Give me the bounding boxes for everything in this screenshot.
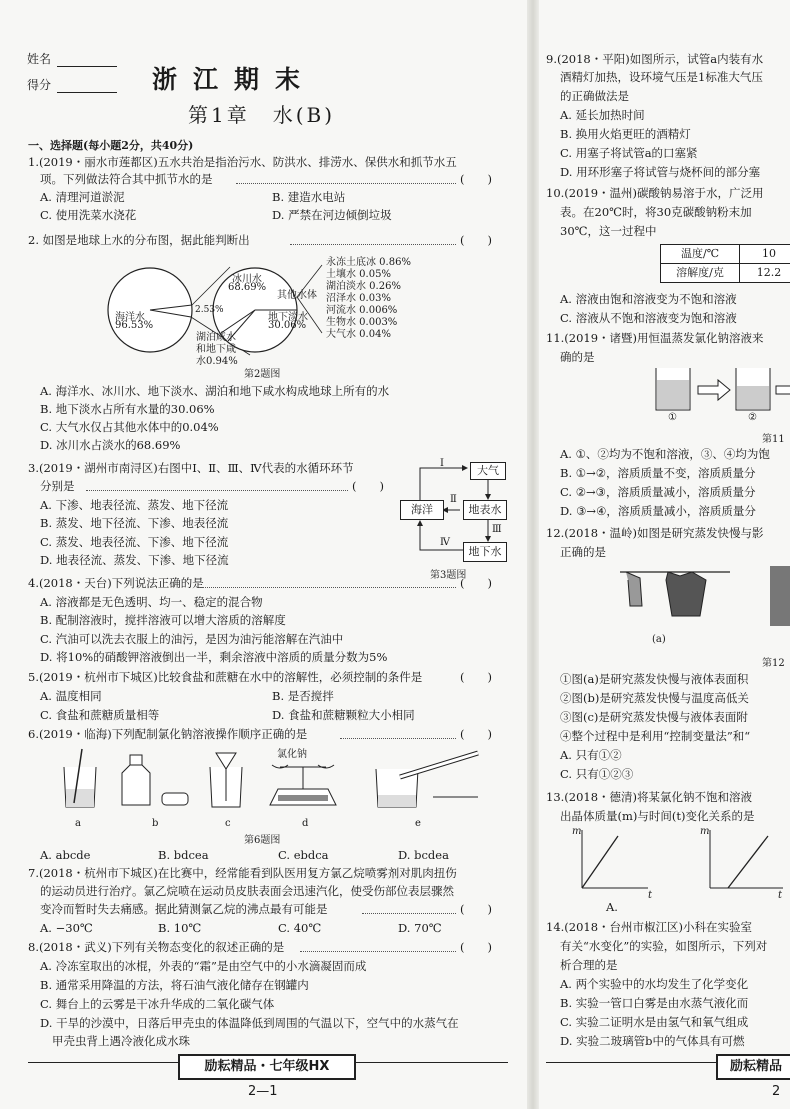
list-item: 湖泊淡水 0.26% — [326, 281, 401, 292]
q13-option-a[interactable]: A. — [606, 900, 618, 914]
q5-option-c[interactable]: C. 食盐和蔗糖质量相等 — [40, 708, 160, 722]
answer-paren[interactable]: ( ) — [460, 940, 492, 954]
table-cell: 12.2 — [739, 263, 790, 283]
q2-option-b[interactable]: B. 地下淡水占所有水量的30.06% — [40, 402, 215, 416]
q12-statement-4: ④整个过程中是利用“控制变量法”和“ — [560, 729, 751, 743]
figure-caption: 第2题图 — [244, 369, 281, 380]
q14-stem-3: 析合理的是 — [560, 958, 618, 972]
ocean-value: 96.53% — [115, 320, 154, 331]
q11-option-a[interactable]: A. ①、②均为不饱和溶液，③、④均为饱 — [560, 447, 770, 461]
cylinder-body — [400, 753, 478, 777]
q2-stem: 2. 如图是地球上水的分布图，据此能判断出 — [28, 233, 250, 247]
list-item: 永冻土底冰 0.86% — [326, 257, 411, 268]
process-arrow — [776, 380, 790, 400]
q4-option-d[interactable]: D. 将10%的硝酸钾溶液倒出一半，剩余溶液中溶质的质量分数为5% — [40, 650, 388, 664]
q13-stem-2: 出晶体质量(m)与时间(t)变化关系的是 — [560, 809, 755, 823]
stage-4-label: Ⅳ — [440, 537, 450, 548]
q14-option-b[interactable]: B. 实验一管口白雾是由水蒸气液化而 — [560, 996, 749, 1010]
q12-statement-1: ①图(a)是研究蒸发快慢与液体表面积 — [560, 672, 749, 686]
saline-label: 湖泊咸水 — [196, 332, 236, 343]
axis-label-t: t — [648, 890, 653, 901]
list-item: 沼泽水 0.03% — [326, 293, 391, 304]
q10-stem-2: 表。在20℃时，将30克碳酸钠粉末加 — [560, 205, 752, 219]
dot-leader — [200, 587, 456, 588]
nacl-label: 氯化钠 — [277, 749, 307, 760]
q14-stem-2: 有关“水变化”的实验，如图所示，下列对 — [560, 939, 768, 953]
folded-cloth — [626, 572, 642, 606]
solution-2 — [737, 386, 769, 409]
figure-label-b: b — [152, 818, 159, 829]
beaker-label-2: ② — [748, 412, 757, 423]
answer-paren[interactable]: ( ) — [460, 670, 492, 684]
table-cell: 10 — [739, 244, 790, 264]
groundwater-value: 30.06% — [268, 320, 307, 331]
stage-3-label: Ⅲ — [492, 524, 502, 535]
q1-option-c[interactable]: C. 使用洗菜水浇花 — [40, 208, 137, 222]
q7-stem: 7.(2018・杭州市下城区)在比赛中，经常能看到队医用复方氯乙烷喷雾剂对肌肉扭伤 — [28, 866, 457, 880]
q9-option-a[interactable]: A. 延长加热时间 — [560, 108, 645, 122]
figure-label-e: e — [415, 818, 421, 829]
arrow-head — [462, 465, 468, 471]
q6-option-c[interactable]: C. ebdca — [278, 848, 329, 862]
surface-water-box: 地表水 — [463, 500, 507, 520]
q9-option-c[interactable]: C. 用塞子将试管a的口塞紧 — [560, 146, 698, 160]
q12-statement-3: ③图(c)是研究蒸发快慢与液体表面附 — [560, 710, 748, 724]
q4-stem: 4.(2018・天台)下列说法正确的是 — [28, 576, 204, 590]
page-number: 2—1 — [248, 1084, 278, 1099]
score-blank[interactable] — [57, 92, 117, 93]
solution — [66, 789, 94, 807]
name-blank[interactable] — [57, 66, 117, 67]
q7-stem-3: 变冷而暂时失去痛感。据此猜测氯乙烷的沸点最有可能是 — [40, 902, 328, 916]
saline-value: 水0.94% — [196, 356, 238, 367]
q11-option-b[interactable]: B. ①→②，溶质质量不变，溶质质量分 — [560, 466, 756, 480]
arrow-head — [417, 520, 423, 526]
q9-stem-2: 酒精灯加热，设环境气压是1标准大气压 — [560, 70, 763, 84]
footer-badge: 励耘精品・七年级HX — [178, 1054, 356, 1080]
dot-leader — [290, 244, 456, 245]
q12-option-a[interactable]: A. 只有①② — [560, 748, 622, 762]
q1-option-a[interactable]: A. 清理河道淤泥 — [40, 190, 125, 204]
q3-stem: 3.(2019・湖州市南浔区)右图中Ⅰ、Ⅱ、Ⅲ、Ⅳ代表的水循环环节 — [28, 461, 354, 475]
figure-caption: 第3题图 — [430, 570, 467, 581]
process-arrow — [698, 380, 730, 400]
right-page — [540, 0, 790, 1109]
q14-stem: 14.(2018・台州市椒江区)小科在实验室 — [546, 920, 753, 934]
glacier-value: 68.69% — [228, 282, 267, 293]
q4-option-c[interactable]: C. 汽油可以洗去衣服上的油污，是因为油污能溶解在汽油中 — [40, 632, 344, 646]
axis-label-m: m — [700, 826, 710, 837]
score-label: 得分 — [27, 78, 52, 92]
list-item: 河流水 0.006% — [326, 305, 398, 316]
beaker-label-1: ① — [668, 412, 677, 423]
q1-option-d[interactable]: D. 严禁在河边倾倒垃圾 — [272, 208, 392, 222]
q7-option-c[interactable]: C. 40℃ — [278, 921, 322, 935]
q8-option-a[interactable]: A. 冷冻室取出的冰棍，外表的“霜”是由空气中的小水滴凝固而成 — [40, 959, 367, 973]
dot-leader — [300, 951, 456, 952]
q8-stem: 8.(2018・武义)下列有关物态变化的叙述正确的是 — [28, 940, 285, 954]
q9-stem: 9.(2018・平阳)如图所示，试管a内装有水 — [546, 52, 764, 66]
q1-stem-2: 项。下列做法符合其中抓节水的是 — [40, 172, 213, 186]
figure-label-c: c — [225, 818, 231, 829]
q12-statement-2: ②图(b)是研究蒸发快慢与温度高低关 — [560, 691, 749, 705]
q12-stem: 12.(2018・温岭)如图是研究蒸发快慢与影 — [546, 526, 764, 540]
q11-option-c[interactable]: C. ②→③，溶质质量减小，溶质质量分 — [560, 485, 756, 499]
other-water-label: 其他水体 — [277, 290, 317, 301]
saline-label-2: 和地下咸 — [196, 344, 236, 355]
q3-stem-2: 分别是 — [40, 479, 75, 493]
glacier-label: 冰川水 — [232, 274, 262, 285]
ocean-label: 海洋水 — [115, 312, 145, 323]
q3-option-d[interactable]: D. 地表径流、蒸发、下渗、地下径流 — [40, 553, 229, 567]
q10-option-a[interactable]: A. 溶液由饱和溶液变为不饱和溶液 — [560, 292, 737, 306]
funnel-paper — [216, 753, 236, 769]
axis-label-t: t — [778, 890, 783, 901]
q8-option-c[interactable]: C. 舞台上的云雾是干冰升华成的二氧化碳气体 — [40, 997, 275, 1011]
q1-stem: 1.(2019・丽水市莲都区)五水共治是指治污水、防洪水、排涝水、保供水和抓节水五 — [28, 155, 457, 169]
q11-stem-2: 确的是 — [560, 350, 595, 364]
q10-stem: 10.(2019・温州)碳酸钠易溶于水，广泛用 — [546, 186, 764, 200]
figure-caption: 第11 — [762, 434, 785, 445]
q12-stem-2: 正确的是 — [560, 545, 606, 559]
q8-option-d[interactable]: D. 干旱的沙漠中，日落后甲壳虫的体温降低到周围的气温以下，空气中的水蒸气在 — [40, 1016, 459, 1030]
q9-option-d[interactable]: D. 用环形塞子将试管与烧杯间的部分塞 — [560, 165, 761, 179]
q8-option-b[interactable]: B. 通常采用降温的方法，将石油气液化储存在钢罐内 — [40, 978, 309, 992]
answer-paren[interactable]: ( ) — [460, 576, 492, 590]
q11-option-d[interactable]: D. ③→④，溶质质量减小，溶质质量分 — [560, 504, 756, 518]
q9-stem-3: 的正确做法是 — [560, 89, 629, 103]
answer-paren[interactable]: ( ) — [460, 172, 492, 186]
hanging-jacket — [666, 572, 706, 616]
q7-option-b[interactable]: B. 10℃ — [158, 921, 202, 935]
figure-label-a: a — [75, 818, 81, 829]
q13-stem: 13.(2018・德清)将某氯化钠不饱和溶液 — [546, 790, 753, 804]
other-value: 2.53% — [195, 305, 224, 315]
q14-option-a[interactable]: A. 两个实验中的水均发生了化学变化 — [560, 977, 749, 991]
q5-option-d[interactable]: D. 食盐和蔗糖颗粒大小相同 — [272, 708, 415, 722]
answer-paren[interactable]: ( ) — [460, 727, 492, 741]
bottle-stopper — [162, 793, 188, 805]
dot-leader — [340, 738, 456, 739]
reagent-bottle-b — [122, 765, 150, 805]
q6-option-d[interactable]: D. bcdea — [398, 848, 449, 862]
bottle-neck — [130, 755, 142, 765]
q5-option-a[interactable]: A. 温度相同 — [40, 689, 102, 703]
section-heading: 一、选择题(每小题2分，共40分) — [28, 139, 194, 152]
list-item: 生物水 0.003% — [326, 317, 398, 328]
table-cell: 溶解度/克 — [660, 263, 740, 283]
q3-option-a[interactable]: A. 下渗、地表径流、蒸发、地下径流 — [40, 498, 229, 512]
answer-paren[interactable]: ( ) — [460, 233, 492, 247]
q5-stem: 5.(2019・杭州市下城区)比较食盐和蔗糖在水中的溶解性，必须控制的条件是 — [28, 670, 423, 684]
crystal-mass-graphs — [578, 828, 788, 894]
q10-option-c[interactable]: C. 溶液从不饱和溶液变为饱和溶液 — [560, 311, 737, 325]
figure-label-a: (a) — [652, 634, 666, 645]
axis-label-m: m — [572, 826, 582, 837]
q1-option-b[interactable]: B. 建造水电站 — [272, 190, 346, 204]
dot-leader — [236, 183, 456, 184]
groundwater-label: 地下淡水 — [268, 312, 308, 323]
q9-option-b[interactable]: B. 换用火焰更旺的酒精灯 — [560, 127, 691, 141]
footer-badge: 励耘精品 — [716, 1054, 790, 1080]
list-item: 土壤水 0.05% — [326, 269, 391, 280]
atmosphere-box: 大气 — [470, 462, 506, 480]
ocean-box: 海洋 — [400, 500, 444, 520]
q3-option-b[interactable]: B. 蒸发、地下径流、下渗、地表径流 — [40, 516, 229, 530]
balance-scale — [278, 795, 328, 801]
dot-leader — [86, 490, 348, 491]
figure-caption: 第12 — [762, 658, 785, 669]
drying-clothes-figure — [620, 566, 790, 630]
q12-option-c[interactable]: C. 只有①②③ — [560, 767, 634, 781]
q6-stem: 6.(2019・临海)下列配制氯化钠溶液操作顺序正确的是 — [28, 727, 308, 741]
q14-option-d[interactable]: D. 实验二玻璃管b中的气体具有可燃 — [560, 1034, 745, 1048]
chapter-title: 第1章 水(B) — [188, 103, 336, 127]
q4-option-a[interactable]: A. 溶液都是无色透明、均一、稳定的混合物 — [40, 595, 263, 609]
q3-option-c[interactable]: C. 蒸发、地表径流、下渗、地下径流 — [40, 535, 229, 549]
q2-option-a[interactable]: A. 海洋水、冰川水、地下淡水、湖泊和地下咸水构成地球上所有的水 — [40, 384, 390, 398]
q7-option-d[interactable]: D. 70℃ — [398, 921, 442, 935]
water — [378, 795, 416, 807]
stage-2-label: Ⅱ — [450, 494, 457, 505]
q10-stem-3: 30℃，这一过程中 — [560, 224, 657, 238]
graph-a-line — [582, 836, 618, 888]
dot-leader — [362, 913, 456, 914]
q2-option-c[interactable]: C. 大气水仅占其他水体中的0.04% — [40, 420, 219, 434]
q14-option-c[interactable]: C. 实验二证明水是由氢气和氧气组成 — [560, 1015, 749, 1029]
q7-stem-2: 的运动员进行治疗。氯乙烷喷在运动员皮肤表面会迅速汽化，使受伤部位表层骤然 — [40, 884, 454, 898]
table-cell: 温度/℃ — [660, 244, 740, 264]
name-label: 姓名 — [27, 52, 52, 66]
q4-option-b[interactable]: B. 配制溶液时，搅拌溶液可以增大溶质的溶解度 — [40, 613, 286, 627]
q8-option-d-2: 甲壳虫背上遇冷液化成水珠 — [52, 1034, 190, 1048]
page-title: 浙江期末 — [152, 65, 317, 94]
page-number: 2 — [772, 1084, 781, 1099]
figure-c-edge — [770, 566, 790, 626]
q6-option-a[interactable]: A. abcde — [40, 848, 91, 862]
q6-option-b[interactable]: B. bdcea — [158, 848, 209, 862]
answer-paren[interactable]: ( ) — [352, 479, 384, 493]
figure-label-d: d — [302, 818, 309, 829]
list-item: 大气水 0.04% — [326, 329, 391, 340]
q11-stem: 11.(2019・诸暨)用恒温蒸发氯化钠溶液来 — [546, 331, 764, 345]
figure-caption: 第6题图 — [244, 835, 281, 846]
q7-option-a[interactable]: A. −30℃ — [40, 921, 93, 935]
stage-1-label: Ⅰ — [440, 458, 444, 469]
q5-option-b[interactable]: B. 是否搅拌 — [272, 689, 334, 703]
graph-b-line — [728, 836, 768, 888]
answer-paren[interactable]: ( ) — [460, 902, 492, 916]
solution-1 — [657, 380, 689, 409]
q2-option-d[interactable]: D. 冰川水占淡水的68.69% — [40, 438, 181, 452]
groundwater-box: 地下水 — [463, 542, 507, 562]
footer-rule — [546, 1062, 716, 1063]
evaporation-beakers — [640, 368, 790, 418]
